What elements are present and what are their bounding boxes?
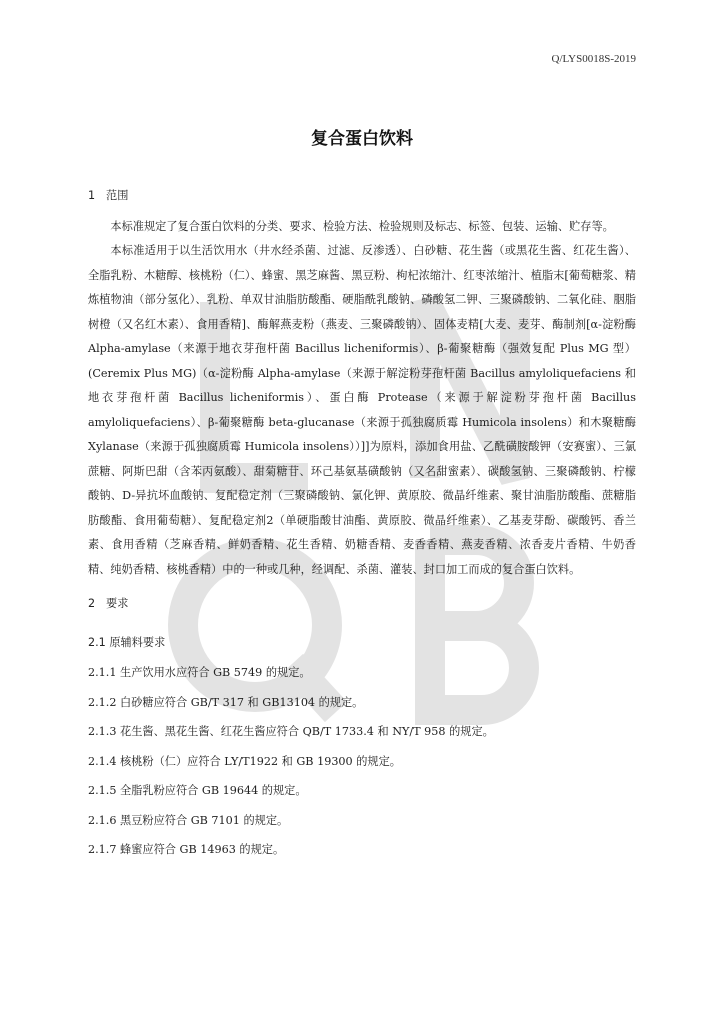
scope-paragraph-1: 本标准规定了复合蛋白饮料的分类、要求、检验方法、检验规则及标志、标签、包装、运输、贮存等。 — [110, 219, 614, 233]
scope-paragraph-2: 本标准适用于以生活饮用水（井水经杀菌、过滤、反渗透）、白砂糖、花生酱（或黑花生酱、红花生酱）、全脂乳粉、木糖醇、核桃粉（仁）、蜂蜜、黑芝麻酱、黑豆粉、枸杞浓缩汁、红枣浓缩汁、植脂末[葡萄糖浆、精炼植物油（部分氢化）、乳粉、单双甘油脂肪酸酯、硬脂酰乳酸钠、磷酸氢二钾、三聚磷酸钠、二氧化硅、胭脂树橙（又名红木素）、食用香精]、酶解燕麦粉（燕麦、三聚磷酸钠）、固体麦精[大麦、麦芽、酶制剂[α-淀粉酶 Alpha-amylase（来源于地衣芽孢杆菌 Bacillus licheniformis）、β-葡聚糖酶（强效复配 Plus MG 型）(Ceremix Plus MG)（α-淀粉酶 Alpha-amylase（来源于解淀粉芽孢杆菌 Bacillus amyloliquefaciens 和地衣芽孢杆菌 Bacillus licheniformis）、蛋白酶 Protease（来源于解淀粉芽孢杆菌 Bacillus amyloliquefaciens）、β-葡聚糖酶 beta-glucanase（来源于孤独腐质霉 Humicola insolens）和木聚糖酶 Xylanase（来源于孤独腐质霉 Humicola insolens））]]为原料，添加食用盐、乙酰磺胺酸钾（安赛蜜）、三氯蔗糖、阿斯巴甜（含苯丙氨酸）、甜菊糖苷、环己基氨基磺酸钠（又名甜蜜素）、碳酸氢钠、三聚磷酸钠、柠檬酸钠、D-异抗坏血酸钠、复配稳定剂（三聚磷酸钠、氯化钾、黄原胶、微晶纤维素、聚甘油脂肪酸酯、蔗糖脂肪酸酯、食用葡萄糖）、复配稳定剂2（单硬脂酸甘油酯、黄原胶、微晶纤维素）、乙基麦芽酚、碳酸钙、香兰素、食用香精（芝麻香精、鲜奶香精、花生香精、奶糖香精、麦香香精、燕麦香精、浓香麦片香精、牛奶香精、纯奶香精、核桃香精）中的一种或几种，经调配、杀菌、灌装、封口加工而成的复合蛋白饮料。 — [88, 244, 636, 576]
section-title: 要求 — [106, 597, 129, 610]
section-heading-requirements — [88, 592, 636, 617]
subsection-title: 原辅料要求 — [109, 635, 166, 649]
document-title: 复合蛋白饮料 — [311, 129, 413, 149]
subsection-number: 2.1 — [88, 635, 106, 649]
document-body — [88, 184, 636, 868]
clause-2-1-1: 2.1.1 生产饮用水应符合 GB 5749 的规定。 — [88, 666, 311, 679]
clause-2-1-4: 2.1.4 核桃粉（仁）应符合 LY/T1922 和 GB 19300 的规定。 — [88, 754, 401, 768]
standard-code: Q/LYS0018S-2019 — [551, 53, 636, 65]
clause-2-1-7: 2.1.7 蜂蜜应符合 GB 14963 的规定。 — [88, 843, 285, 856]
clause-2-1-3: 2.1.3 花生酱、黑花生酱、红花生酱应符合 QB/T 1733.4 和 NY/T 958 的规定。 — [88, 725, 494, 738]
section-number: 1 — [88, 189, 96, 202]
section-heading-scope — [88, 184, 636, 209]
section-number: 2 — [88, 597, 96, 610]
clause-2-1-2: 2.1.2 白砂糖应符合 GB/T 317 和 GB13104 的规定。 — [88, 695, 364, 709]
section-title: 范围 — [106, 189, 129, 202]
clause-2-1-6: 2.1.6 黑豆粉应符合 GB 7101 的规定。 — [88, 813, 289, 827]
clause-2-1-5: 2.1.5 全脂乳粉应符合 GB 19644 的规定。 — [88, 784, 307, 797]
subsection-heading-materials — [88, 631, 636, 656]
